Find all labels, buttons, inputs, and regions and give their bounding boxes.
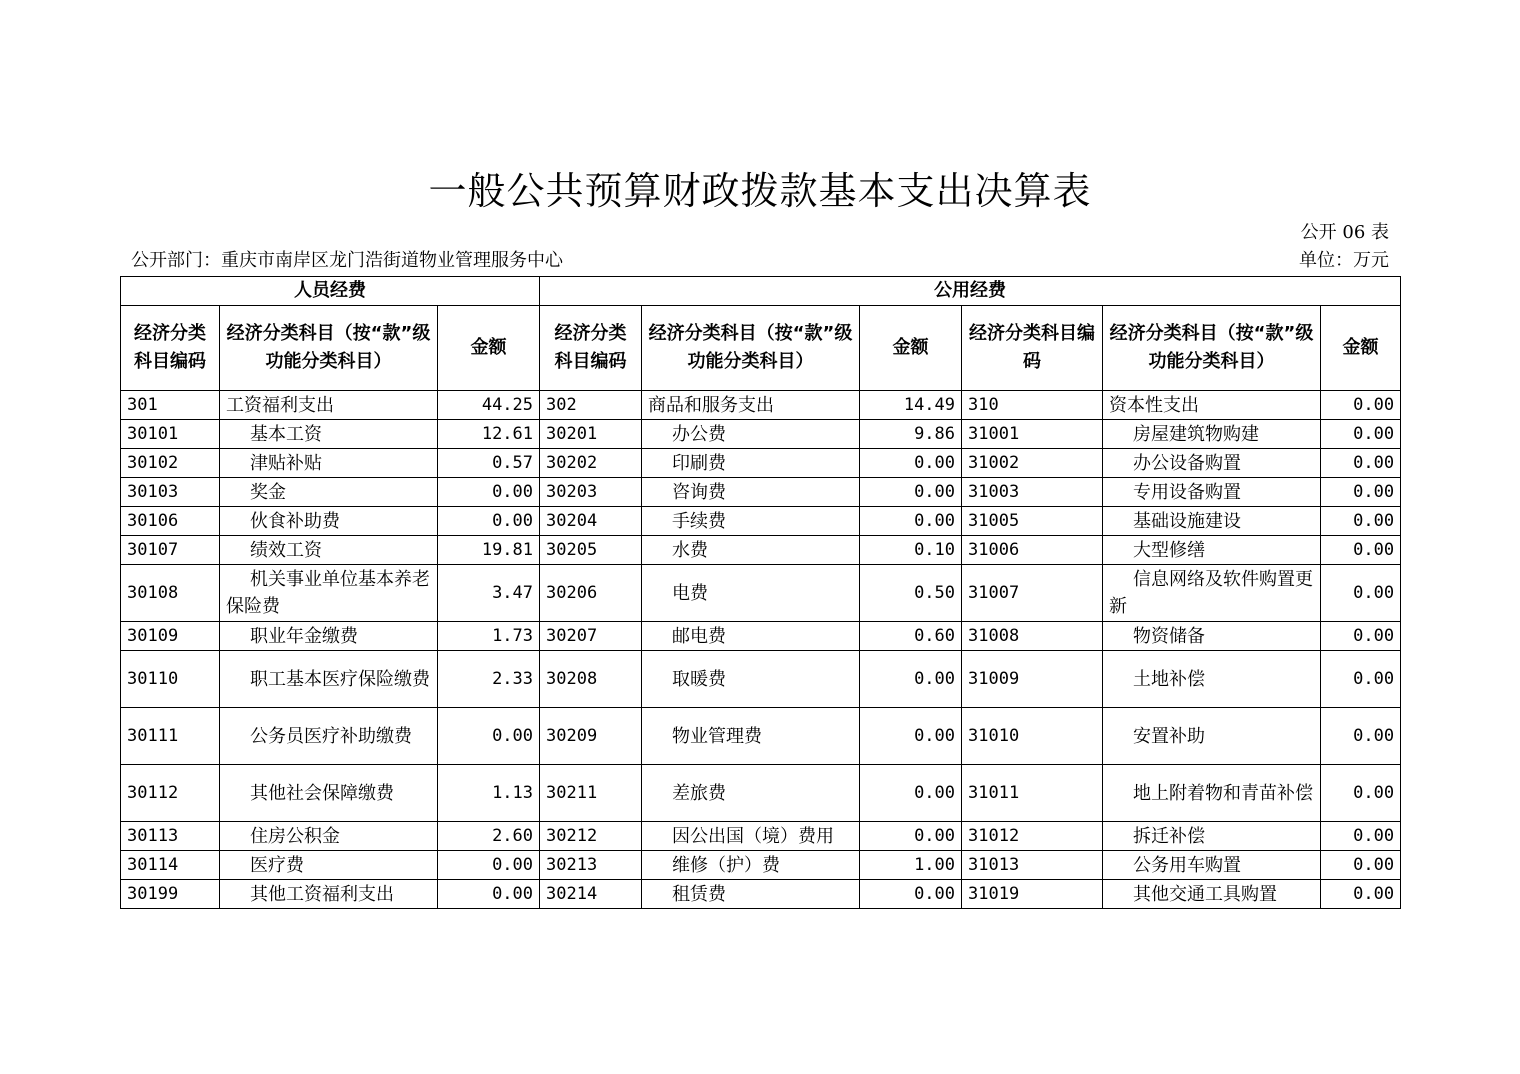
code-cell: 31019: [962, 880, 1103, 909]
name-cell: 其他交通工具购置: [1103, 880, 1321, 909]
table-row: [121, 420, 1401, 449]
amount-cell: 0.00: [860, 822, 962, 851]
amount-cell: 2.33: [438, 651, 540, 708]
name-cell: 公务员医疗补助缴费: [220, 708, 438, 765]
header-amount: 金额: [1321, 306, 1401, 391]
code-cell: 30108: [121, 565, 220, 622]
amount-cell: 0.00: [1321, 391, 1401, 420]
name-cell: 房屋建筑物购建: [1103, 420, 1321, 449]
amount-cell: 0.00: [1321, 565, 1401, 622]
form-number: 公开 06 表: [1300, 222, 1389, 243]
code-cell: 30209: [540, 708, 642, 765]
name-cell: 印刷费: [642, 449, 860, 478]
amount-cell: 0.00: [438, 708, 540, 765]
name-cell: 手续费: [642, 507, 860, 536]
code-cell: 31013: [962, 851, 1103, 880]
amount-cell: 0.00: [438, 507, 540, 536]
table-row: [121, 449, 1401, 478]
amount-cell: 0.00: [1321, 449, 1401, 478]
table-row: [121, 851, 1401, 880]
name-cell: 取暖费: [642, 651, 860, 708]
code-cell: 30204: [540, 507, 642, 536]
name-cell: 物资储备: [1103, 622, 1321, 651]
name-cell: 医疗费: [220, 851, 438, 880]
code-cell: 301: [121, 391, 220, 420]
amount-cell: 0.00: [1321, 478, 1401, 507]
amount-cell: 0.50: [860, 565, 962, 622]
name-cell: 工资福利支出: [220, 391, 438, 420]
code-cell: 30114: [121, 851, 220, 880]
code-cell: 31003: [962, 478, 1103, 507]
code-cell: 31008: [962, 622, 1103, 651]
name-cell: 奖金: [220, 478, 438, 507]
amount-cell: 0.00: [860, 507, 962, 536]
group-public: 公用经费: [540, 277, 1401, 306]
name-cell: 基本工资: [220, 420, 438, 449]
name-cell: 职工基本医疗保险缴费: [220, 651, 438, 708]
amount-cell: 0.00: [1321, 851, 1401, 880]
code-cell: 31002: [962, 449, 1103, 478]
table-row: [121, 565, 1401, 622]
amount-cell: 9.86: [860, 420, 962, 449]
code-cell: 31006: [962, 536, 1103, 565]
code-cell: 30112: [121, 765, 220, 822]
table-row: [121, 536, 1401, 565]
amount-cell: 0.00: [1321, 507, 1401, 536]
code-cell: 31010: [962, 708, 1103, 765]
header-code: 经济分类科目编码: [121, 306, 220, 391]
amount-cell: 0.00: [1321, 880, 1401, 909]
name-cell: 维修（护）费: [642, 851, 860, 880]
amount-cell: 0.00: [860, 708, 962, 765]
header-name: 经济分类科目（按“款”级功能分类科目）: [1103, 306, 1321, 391]
header-code: 经济分类科目编码: [962, 306, 1103, 391]
name-cell: 土地补偿: [1103, 651, 1321, 708]
name-cell: 差旅费: [642, 765, 860, 822]
code-cell: 30103: [121, 478, 220, 507]
amount-cell: 0.00: [860, 449, 962, 478]
header-code: 经济分类科目编码: [540, 306, 642, 391]
code-cell: 31012: [962, 822, 1103, 851]
name-cell: 住房公积金: [220, 822, 438, 851]
code-cell: 30205: [540, 536, 642, 565]
code-cell: 30107: [121, 536, 220, 565]
code-cell: 30212: [540, 822, 642, 851]
amount-cell: 0.00: [1321, 651, 1401, 708]
code-cell: 310: [962, 391, 1103, 420]
code-cell: 30110: [121, 651, 220, 708]
name-cell: 绩效工资: [220, 536, 438, 565]
name-cell: 公务用车购置: [1103, 851, 1321, 880]
name-cell: 办公设备购置: [1103, 449, 1321, 478]
code-cell: 30213: [540, 851, 642, 880]
header-name: 经济分类科目（按“款”级功能分类科目）: [642, 306, 860, 391]
amount-cell: 0.00: [1321, 420, 1401, 449]
table-row: [121, 651, 1401, 708]
table-row: [121, 478, 1401, 507]
amount-cell: 0.00: [438, 880, 540, 909]
code-cell: 30102: [121, 449, 220, 478]
table-row: [121, 822, 1401, 851]
amount-cell: 1.13: [438, 765, 540, 822]
table-row: [121, 622, 1401, 651]
name-cell: 职业年金缴费: [220, 622, 438, 651]
amount-cell: 0.00: [1321, 622, 1401, 651]
name-cell: 津贴补贴: [220, 449, 438, 478]
code-cell: 30199: [121, 880, 220, 909]
amount-cell: 0.10: [860, 536, 962, 565]
amount-cell: 0.00: [1321, 765, 1401, 822]
expenditure-table: [120, 276, 1401, 909]
amount-cell: 1.73: [438, 622, 540, 651]
code-cell: 30208: [540, 651, 642, 708]
name-cell: 因公出国（境）费用: [642, 822, 860, 851]
amount-cell: 2.60: [438, 822, 540, 851]
amount-cell: 1.00: [860, 851, 962, 880]
code-cell: 31001: [962, 420, 1103, 449]
code-cell: 31009: [962, 651, 1103, 708]
name-cell: 办公费: [642, 420, 860, 449]
code-cell: 302: [540, 391, 642, 420]
code-cell: 30113: [121, 822, 220, 851]
name-cell: 租赁费: [642, 880, 860, 909]
name-cell: 咨询费: [642, 478, 860, 507]
amount-cell: 0.00: [1321, 536, 1401, 565]
name-cell: 物业管理费: [642, 708, 860, 765]
code-cell: 30214: [540, 880, 642, 909]
table-row: [121, 708, 1401, 765]
code-cell: 30207: [540, 622, 642, 651]
name-cell: 其他工资福利支出: [220, 880, 438, 909]
code-cell: 31011: [962, 765, 1103, 822]
unit-label: 单位：万元: [1299, 250, 1389, 271]
name-cell: 电费: [642, 565, 860, 622]
name-cell: 伙食补助费: [220, 507, 438, 536]
name-cell: 信息网络及软件购置更新: [1103, 565, 1321, 622]
code-cell: 30211: [540, 765, 642, 822]
amount-cell: 0.60: [860, 622, 962, 651]
header-amount: 金额: [860, 306, 962, 391]
code-cell: 30106: [121, 507, 220, 536]
amount-cell: 0.00: [1321, 708, 1401, 765]
group-personnel: 人员经费: [121, 277, 540, 306]
amount-cell: 0.57: [438, 449, 540, 478]
code-cell: 31005: [962, 507, 1103, 536]
name-cell: 商品和服务支出: [642, 391, 860, 420]
table-row: [121, 507, 1401, 536]
amount-cell: 0.00: [860, 478, 962, 507]
name-cell: 水费: [642, 536, 860, 565]
code-cell: 30202: [540, 449, 642, 478]
amount-cell: 0.00: [438, 478, 540, 507]
name-cell: 拆迁补偿: [1103, 822, 1321, 851]
name-cell: 其他社会保障缴费: [220, 765, 438, 822]
amount-cell: 12.61: [438, 420, 540, 449]
code-cell: 30201: [540, 420, 642, 449]
amount-cell: 14.49: [860, 391, 962, 420]
name-cell: 机关事业单位基本养老保险费: [220, 565, 438, 622]
amount-cell: 0.00: [860, 765, 962, 822]
amount-cell: 0.00: [860, 651, 962, 708]
name-cell: 专用设备购置: [1103, 478, 1321, 507]
code-cell: 30206: [540, 565, 642, 622]
amount-cell: 0.00: [438, 851, 540, 880]
table-row: [121, 765, 1401, 822]
code-cell: 30203: [540, 478, 642, 507]
header-amount: 金额: [438, 306, 540, 391]
amount-cell: 44.25: [438, 391, 540, 420]
name-cell: 资本性支出: [1103, 391, 1321, 420]
code-cell: 30109: [121, 622, 220, 651]
name-cell: 邮电费: [642, 622, 860, 651]
header-name: 经济分类科目（按“款”级功能分类科目）: [220, 306, 438, 391]
name-cell: 安置补助: [1103, 708, 1321, 765]
amount-cell: 19.81: [438, 536, 540, 565]
name-cell: 大型修缮: [1103, 536, 1321, 565]
amount-cell: 0.00: [860, 880, 962, 909]
amount-cell: 0.00: [1321, 822, 1401, 851]
code-cell: 30111: [121, 708, 220, 765]
amount-cell: 3.47: [438, 565, 540, 622]
code-cell: 30101: [121, 420, 220, 449]
table-row: [121, 880, 1401, 909]
code-cell: 31007: [962, 565, 1103, 622]
department-label: 公开部门：重庆市南岸区龙门浩街道物业管理服务中心: [131, 250, 563, 271]
name-cell: 基础设施建设: [1103, 507, 1321, 536]
table-row: [121, 391, 1401, 420]
page-title: 一般公共预算财政拨款基本支出决算表: [428, 169, 1092, 213]
name-cell: 地上附着物和青苗补偿: [1103, 765, 1321, 822]
